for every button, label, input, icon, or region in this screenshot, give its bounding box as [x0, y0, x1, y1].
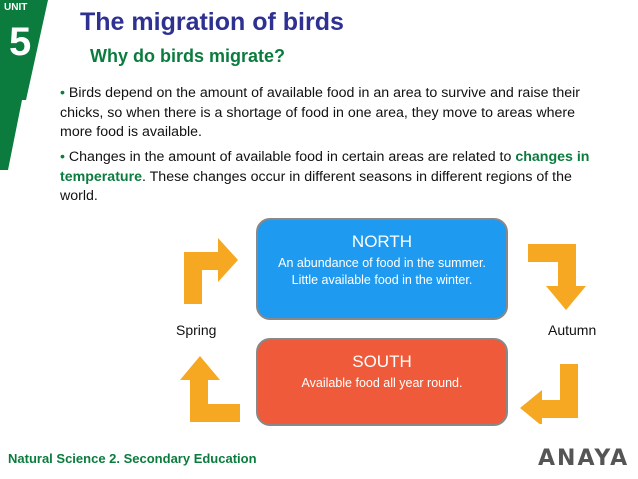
footer-text: Natural Science 2. Secondary Education	[8, 451, 257, 466]
publisher-logo: ANAYA	[538, 446, 630, 471]
unit-number: 5	[9, 20, 32, 64]
page-subtitle: Why do birds migrate?	[90, 46, 286, 66]
north-title: NORTH	[351, 232, 413, 251]
page-title: The migration of birds	[80, 8, 344, 36]
north-text: An abundance of food in the summer. Little available food in the winter.	[278, 256, 486, 287]
arrow-down-left-icon	[518, 360, 584, 424]
arrow-up-right-icon	[178, 236, 242, 306]
north-box	[256, 218, 508, 320]
arrow-right-down-icon	[526, 240, 590, 312]
south-text: Available food all year round.	[301, 376, 463, 390]
unit-side-stripe	[0, 0, 60, 479]
south-box	[256, 338, 508, 426]
arrow-left-up-icon	[176, 352, 242, 424]
bullet-paragraph-1	[60, 84, 600, 143]
bullet-text-1: Birds depend on the amount of available food in an area to survive and raise their chicks, so when there is a shortage of food in one area, they move to areas where more food is available.	[60, 85, 580, 140]
spring-label: Spring	[176, 322, 217, 338]
bullet-text-2-after: . These changes occur in different seasons in different regions of the world.	[60, 168, 572, 204]
bullet-text-2-before: Changes in the amount of available food in certain areas are related to	[68, 149, 516, 165]
autumn-label: Autumn	[548, 322, 597, 338]
south-title: SOUTH	[352, 352, 412, 371]
bullet-mark: •	[60, 149, 65, 165]
bullet-paragraph-2	[60, 148, 600, 207]
highlight-temperature: changes in temperature	[60, 149, 590, 185]
bullet-mark: •	[60, 85, 65, 101]
unit-label: UNIT	[4, 2, 28, 13]
